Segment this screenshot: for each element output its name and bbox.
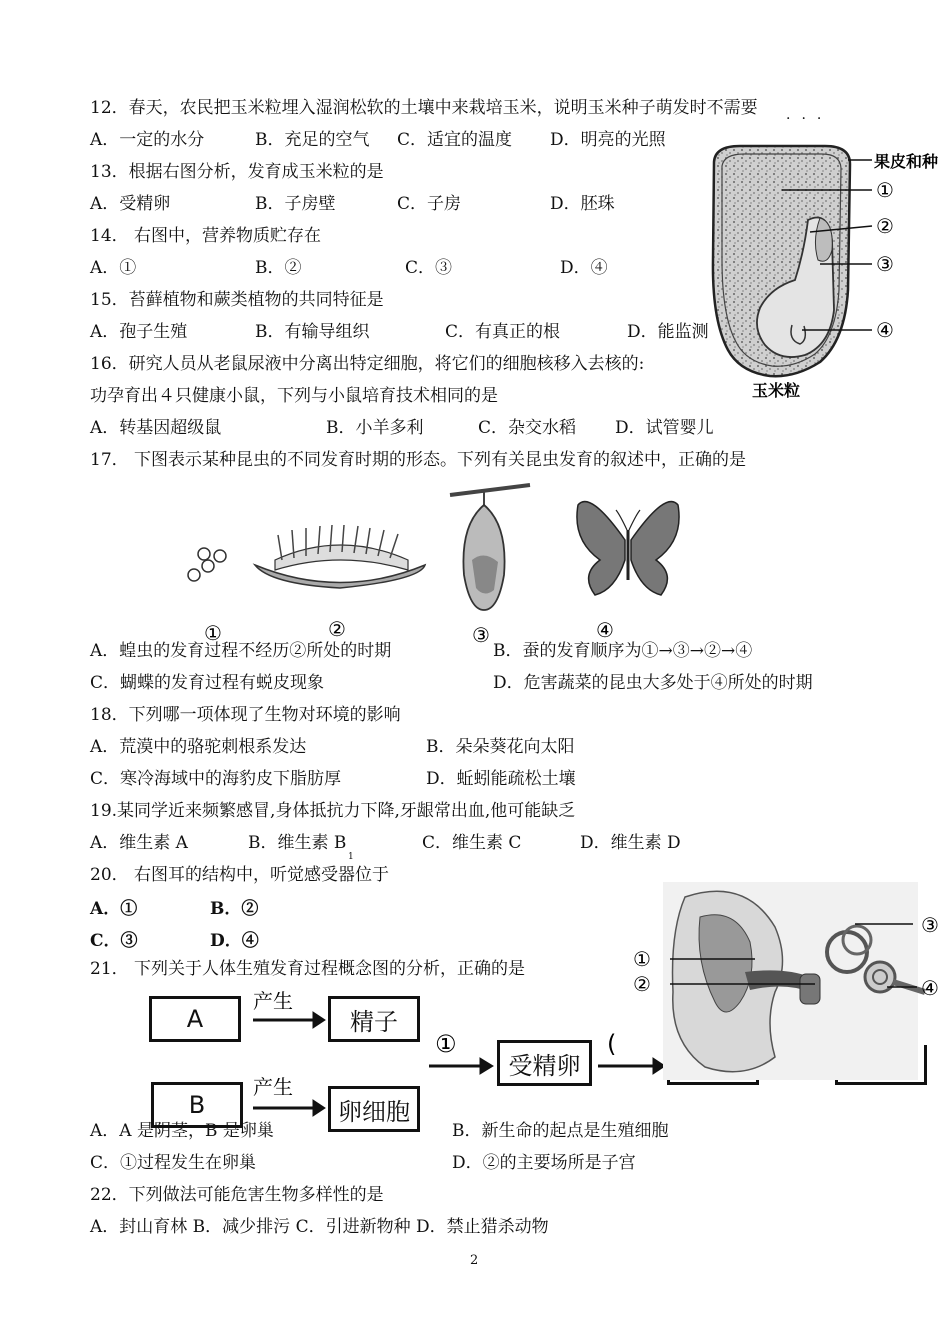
q21-option-a: A．A 是阴茎，B 是卵巢 [90,1121,274,1141]
pupa-icon [450,485,530,610]
q21-option-b: B．新生命的起点是生殖细胞 [452,1121,669,1141]
q12-option-c: C．适宜的温度 [397,130,513,150]
q15-option-a: A．孢子生殖 [90,322,188,342]
q13-option-a: A．受精卵 [90,194,171,214]
produce-label-1: 产生 [253,990,293,1013]
q16-option-a: A．转基因超级鼠 [90,418,222,438]
q16-option-c: C．杂交水稻 [478,418,577,438]
q22-stem: 22．下列做法可能危害生物多样性的是 [90,1185,384,1205]
corn-marker-1: ① [876,178,894,202]
q16-option-b: B．小羊多利 [326,418,424,438]
insect-marker-4: ④ [596,618,614,642]
step-2-label: ( [607,1030,617,1058]
q18-option-c: C．寒冷海域中的海豹皮下脂肪厚 [90,769,342,789]
q19-option-b: B．维生素 B [248,833,347,853]
q18-stem: 18．下列哪一项体现了生物对环境的影响 [90,705,401,725]
q20-option-b: B．② [210,899,259,919]
q14-stem: 14． 右图中，营养物质贮存在 [90,226,322,246]
q17-option-b: B．蚕的发育顺序为①→③→②→④ [493,641,753,661]
q15-option-c: C．有真正的根 [445,322,561,342]
ear-structure-figure [625,882,950,1082]
q21-option-c: C．①过程发生在卵巢 [90,1153,257,1173]
q22-options: A．封山育林 B．减少排污 C．引进新物种 D．禁止猎杀动物 [90,1217,549,1237]
q14-option-c: C．③ [405,258,453,278]
step-1-label: ① [435,1030,457,1058]
q19-option-a: A．维生素 A [90,833,188,853]
concept-box-sperm: 精子 [328,996,420,1042]
corn-marker-3: ③ [876,252,894,276]
q19-option-d: D．维生素 D [580,833,681,853]
corn-caption: 玉米粒 [752,381,801,400]
corn-marker-2: ② [876,214,894,238]
insect-marker-2: ② [328,617,346,641]
q14-option-d: D．④ [560,258,608,278]
q19-stem: 19.某同学近来频繁感冒,身体抵抗力下降,牙龈常出血,他可能缺乏 [90,801,576,821]
q13-option-c: C．子房 [397,194,462,214]
q20-option-d: D．④ [210,931,259,951]
q14-option-a: A．① [90,258,137,278]
q18-option-d: D．蚯蚓能疏松土壤 [426,769,576,789]
q18-option-b: B．朵朵葵花向太阳 [426,737,575,757]
q19-option-c: C．维生素 C [422,833,522,853]
q16-stem: 16．研究人员从老鼠尿液中分离出特定细胞，将它们的细胞核移入去核的: [90,354,645,374]
q13-stem: 13．根据右图分析，发育成玉米粒的是 [90,162,384,182]
q18-option-a: A．荒漠中的骆驼刺根系发达 [90,737,307,757]
q14-option-b: B．② [255,258,302,278]
ear-marker-4: ④ [921,976,939,1000]
butterfly-icon [577,502,679,595]
produce-label-2: 产生 [253,1075,293,1099]
q20-option-a: A．① [90,899,138,919]
larva-on-leaf-icon [255,525,425,588]
concept-box-a: A [149,996,241,1042]
q17-option-a: A．蝗虫的发育过程不经历②所处的时期 [90,641,392,661]
q17-option-c: C．蝴蝶的发育过程有蜕皮现象 [90,673,325,693]
ear-marker-2: ② [633,972,651,996]
q15-option-d: D．能监测 [627,322,709,342]
emphasis-dots: ··· [786,111,833,127]
q15-stem: 15．苔藓植物和蕨类植物的共同特征是 [90,290,384,310]
concept-box-b: B [151,1082,243,1128]
corn-label-pericarp: 果皮和种 [874,152,939,171]
egg-icon [188,548,226,581]
stray-mark: 1 [348,852,354,862]
q15-option-b: B．有输导组织 [255,322,370,342]
concept-box-egg: 卵细胞 [328,1086,420,1132]
q16-option-d: D．试管婴儿 [615,418,714,438]
corn-kernel-figure [700,140,950,405]
q21-option-d: D．②的主要场所是子宫 [452,1153,636,1173]
q12-stem: 12．春天，农民把玉米粒埋入湿润松软的土壤中来栽培玉米，说明玉米种子萌发时不需要 [90,98,758,118]
q13-option-b: B．子房壁 [255,194,336,214]
insect-development-figure [180,480,700,645]
q13-option-d: D．胚珠 [550,194,615,214]
q17-option-d: D．危害蔬菜的昆虫大多处于④所处的时期 [493,673,813,693]
q16-stem-continued: 功孕育出４只健康小鼠，下列与小鼠培育技术相同的是 [90,386,498,406]
insect-marker-3: ③ [472,623,490,645]
q17-stem: 17． 下图表示某种昆虫的不同发育时期的形态。下列有关昆虫发育的叙述中，正确的是 [90,450,747,470]
concept-box-zygote: 受精卵 [497,1040,592,1086]
q21-stem: 21． 下列关于人体生殖发育过程概念图的分析，正确的是 [90,959,526,979]
ear-marker-1: ① [633,947,651,971]
q20-option-c: C．③ [90,931,138,951]
q20-stem: 20． 右图耳的结构中，听觉感受器位于 [90,865,390,885]
page-number: 2 [470,1253,479,1268]
q12-option-a: A．一定的水分 [90,130,205,150]
ear-marker-3: ③ [921,913,939,937]
q12-option-d: D．明亮的光照 [550,130,666,150]
insect-marker-1: ① [204,621,222,645]
corn-marker-4: ④ [876,318,894,342]
q12-option-b: B．充足的空气 [255,130,370,150]
